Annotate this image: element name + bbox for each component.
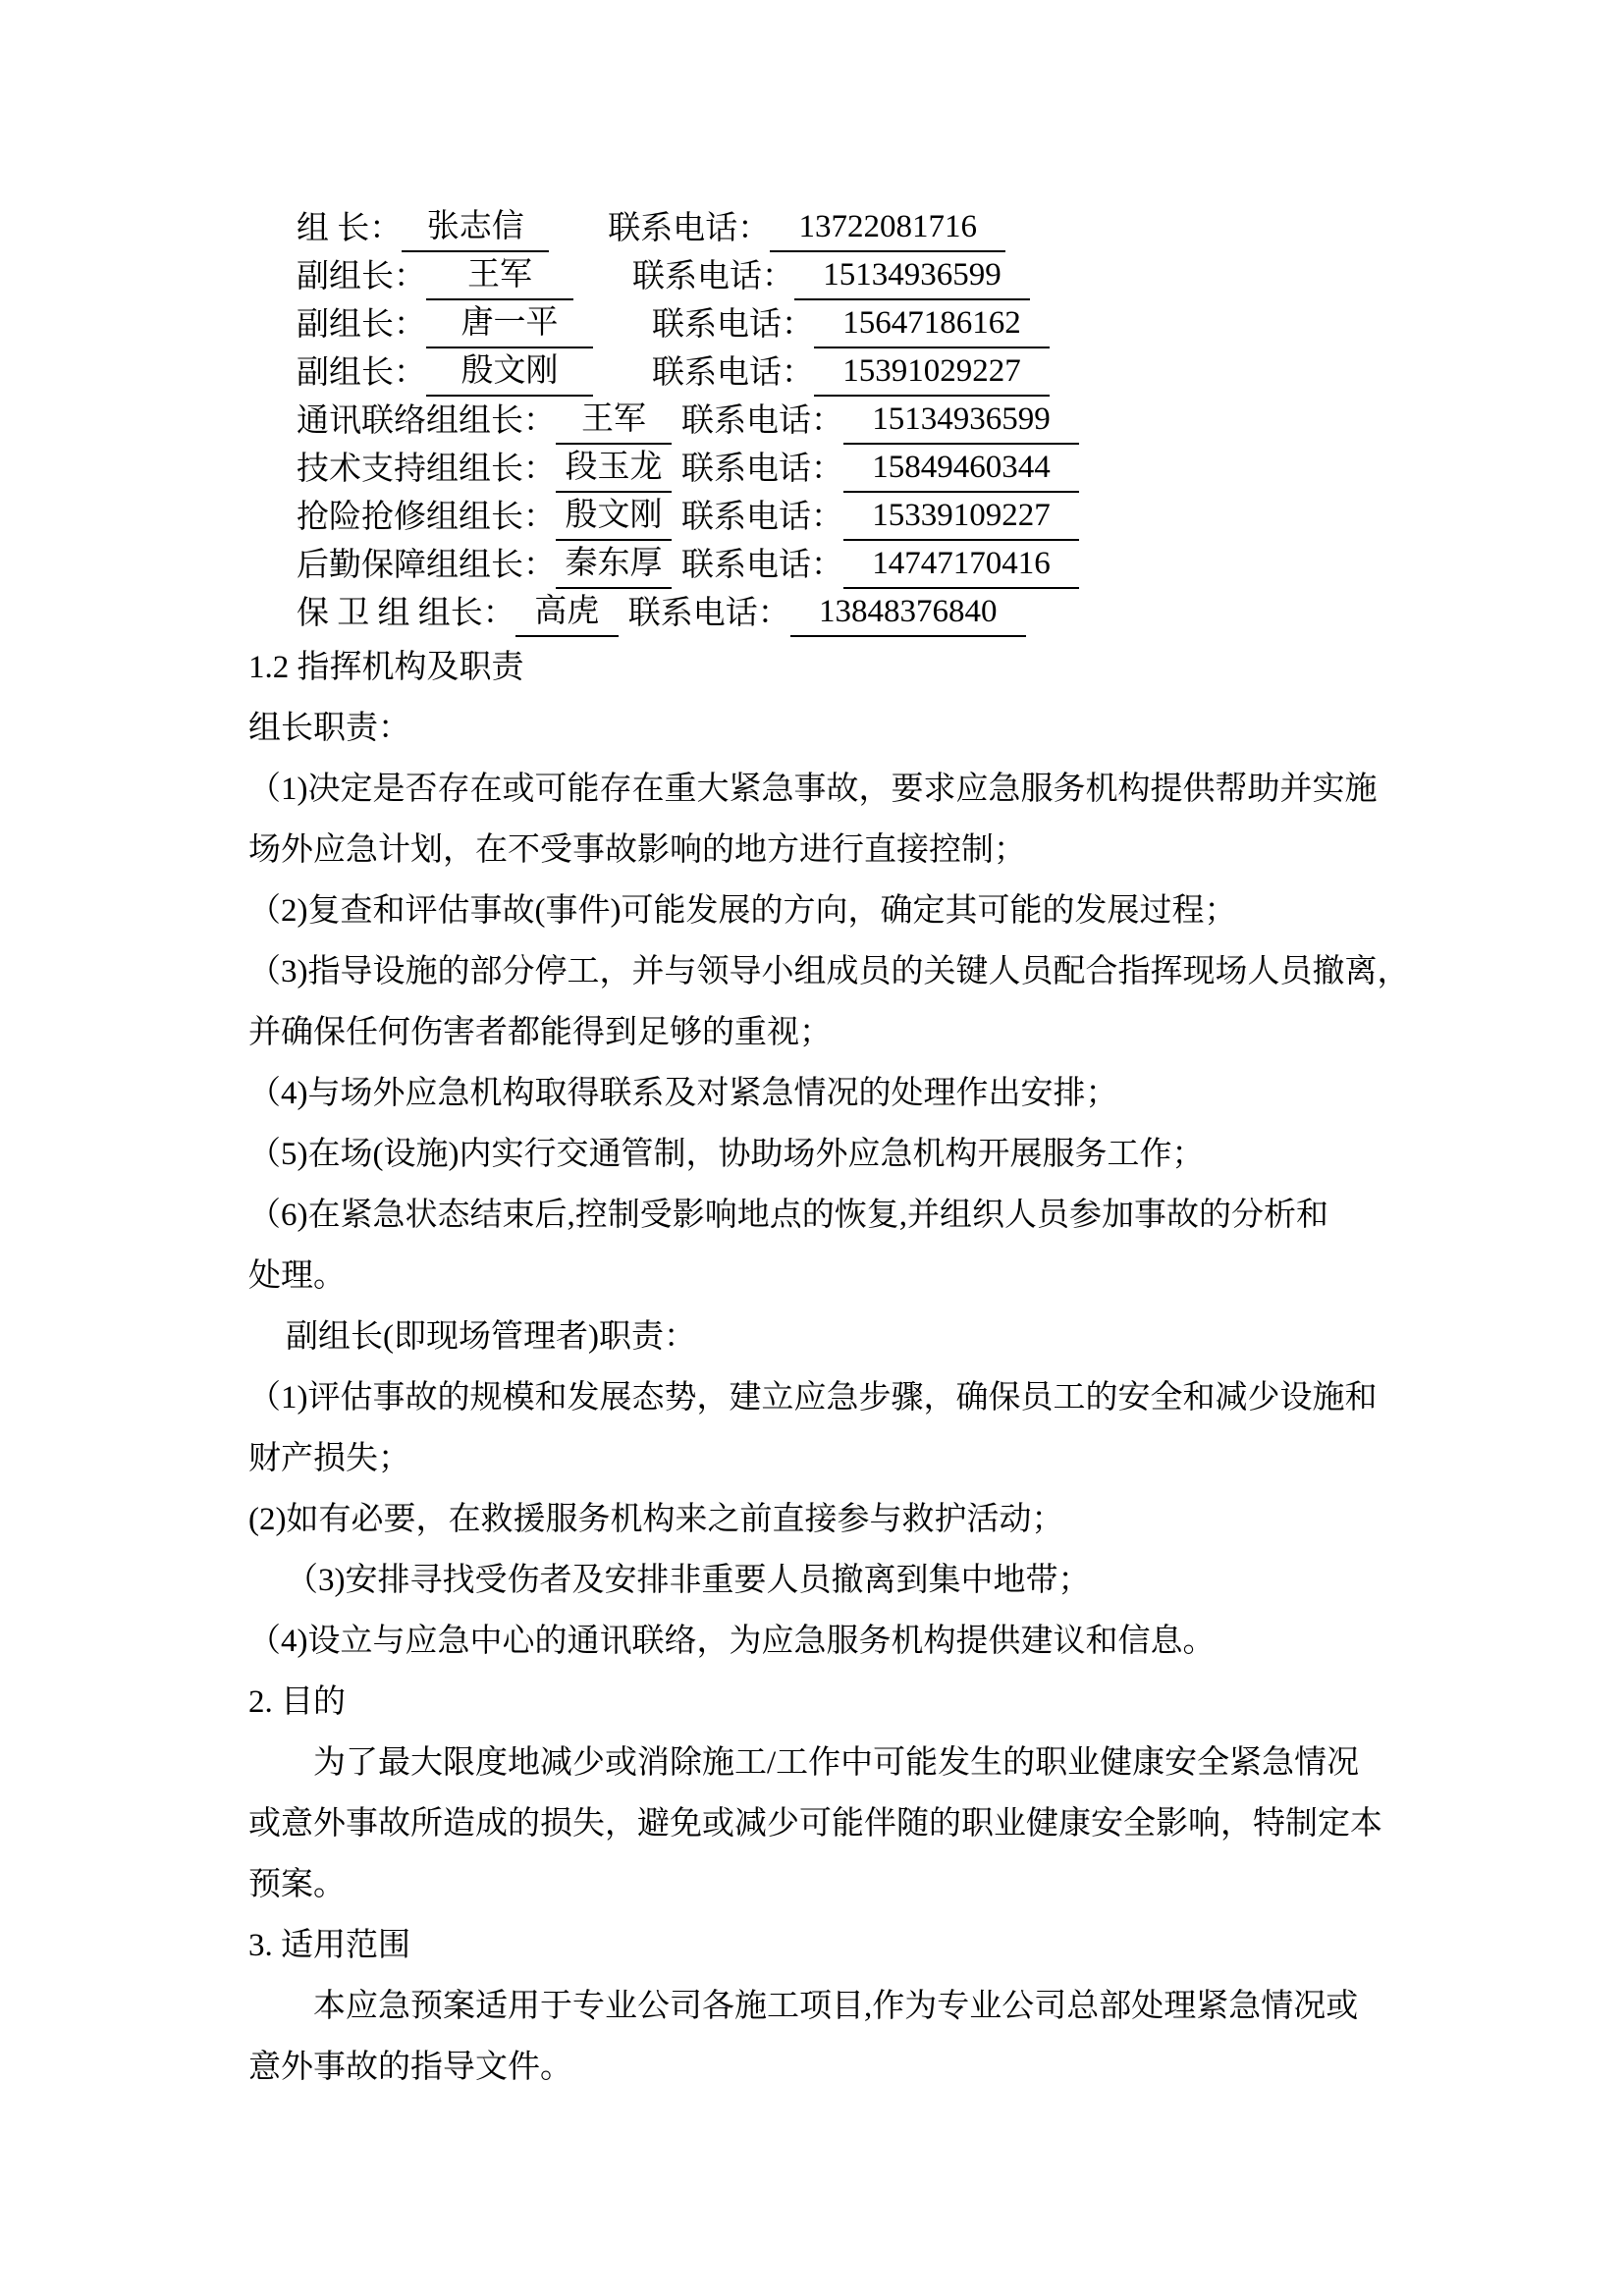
contact-phone-label: 联系电话： — [681, 500, 843, 535]
contact-list — [248, 204, 1388, 637]
contact-role-label: 副组长： — [297, 355, 426, 391]
contact-name-underline: 殷文刚 — [426, 348, 593, 397]
body-line: 为了最大限度地减少或消除施工/工作中可能发生的职业健康安全紧急情况 — [313, 1745, 1360, 1781]
body-line: （1)决定是否存在或可能存在重大紧急事故，要求应急服务机构提供帮助并实施 — [248, 772, 1378, 807]
body-line: 组长职责： — [248, 711, 410, 746]
contact-role-label: 抢险抢修组组长： — [297, 500, 556, 535]
body-line: （3)安排寻找受伤者及安排非重要人员撤离到集中地带； — [286, 1563, 1091, 1598]
body-line: （4)与场外应急机构取得联系及对紧急情况的处理作出安排； — [248, 1076, 1118, 1111]
contact-name-underline: 高虎 — [515, 589, 619, 637]
contact-phone-label: 联系电话： — [627, 596, 790, 631]
contact-row — [297, 445, 1388, 493]
contact-role-label: 保 卫 组 组长： — [297, 596, 515, 631]
body-line: 预案。 — [248, 1867, 346, 1902]
contact-row — [297, 300, 1388, 348]
contact-phone-label: 联系电话： — [608, 211, 771, 246]
contact-phone-underline: 14747170416 — [843, 541, 1079, 589]
contact-phone-underline: 15134936599 — [843, 397, 1079, 445]
contact-name-underline: 殷文刚 — [556, 493, 672, 541]
body-line: 处理。 — [248, 1258, 346, 1294]
contact-phone-label: 联系电话： — [652, 355, 814, 391]
contact-role-label: 通讯联络组组长： — [297, 403, 556, 439]
contact-phone-label: 联系电话： — [681, 403, 843, 439]
contact-name-underline: 段玉龙 — [556, 445, 672, 493]
body-line: （4)设立与应急中心的通讯联络，为应急服务机构提供建议和信息。 — [248, 1624, 1216, 1659]
contact-phone-label: 联系电话： — [681, 452, 843, 487]
contact-row — [297, 589, 1388, 637]
body-line: 本应急预案适用于专业公司各施工项目,作为专业公司总部处理紧急情况或 — [313, 1989, 1359, 2024]
document-body — [248, 637, 1410, 2098]
body-line: （5)在场(设施)内实行交通管制，协助场外应急机构开展服务工作； — [248, 1137, 1205, 1172]
contact-phone-label: 联系电话： — [632, 259, 794, 294]
body-line: （2)复查和评估事故(事件)可能发展的方向，确定其可能的发展过程； — [248, 893, 1237, 929]
body-line: (2)如有必要，在救援服务机构来之前直接参与救护活动； — [248, 1502, 1064, 1537]
contact-phone-label: 联系电话： — [681, 548, 843, 583]
contact-phone-underline: 13848376840 — [790, 589, 1026, 637]
contact-row — [297, 397, 1388, 445]
section-heading: 2. 目的 — [248, 1684, 346, 1720]
body-line: （6)在紧急状态结束后,控制受影响地点的恢复,并组织人员参加事故的分析和 — [248, 1198, 1328, 1233]
contact-name-underline: 王军 — [556, 397, 672, 445]
body-line: 并确保任何伤害者都能得到足够的重视； — [248, 1015, 832, 1050]
body-line: 意外事故的指导文件。 — [248, 2050, 572, 2085]
contact-phone-underline: 15134936599 — [794, 252, 1030, 300]
contact-row — [297, 252, 1388, 300]
contact-phone-underline: 15849460344 — [843, 445, 1079, 493]
body-line: （3)指导设施的部分停工，并与领导小组成员的关键人员配合指挥现场人员撤离， — [248, 954, 1410, 989]
body-line: 副组长(即现场管理者)职责： — [286, 1319, 696, 1355]
contact-phone-underline: 13722081716 — [770, 204, 1005, 252]
section-heading: 3. 适用范围 — [248, 1928, 410, 1963]
contact-row — [297, 541, 1388, 589]
body-line: 或意外事故所造成的损失，避免或减少可能伴随的职业健康安全影响，特制定本 — [248, 1806, 1382, 1842]
contact-name-underline: 秦东厚 — [556, 541, 672, 589]
contact-name-underline: 王军 — [426, 252, 573, 300]
contact-row — [297, 493, 1388, 541]
contact-role-label: 技术支持组组长： — [297, 452, 556, 487]
contact-role-label: 组 长： — [297, 211, 403, 246]
contact-name-underline: 张志信 — [402, 204, 549, 252]
contact-phone-underline: 15647186162 — [814, 300, 1050, 348]
body-line: （1)评估事故的规模和发展态势，建立应急步骤，确保员工的安全和减少设施和 — [248, 1380, 1378, 1415]
contact-row — [297, 204, 1388, 252]
body-line: 财产损失； — [248, 1441, 410, 1476]
body-line: 场外应急计划，在不受事故影响的地方进行直接控制； — [248, 832, 1026, 868]
contact-role-label: 副组长： — [297, 307, 426, 343]
contact-role-label: 副组长： — [297, 259, 426, 294]
contact-name-underline: 唐一平 — [426, 300, 593, 348]
section-heading: 1.2 指挥机构及职责 — [248, 650, 524, 685]
contact-phone-underline: 15339109227 — [843, 493, 1079, 541]
contact-phone-label: 联系电话： — [652, 307, 814, 343]
contact-row — [297, 348, 1388, 397]
contact-phone-underline: 15391029227 — [814, 348, 1050, 397]
contact-role-label: 后勤保障组组长： — [297, 548, 556, 583]
